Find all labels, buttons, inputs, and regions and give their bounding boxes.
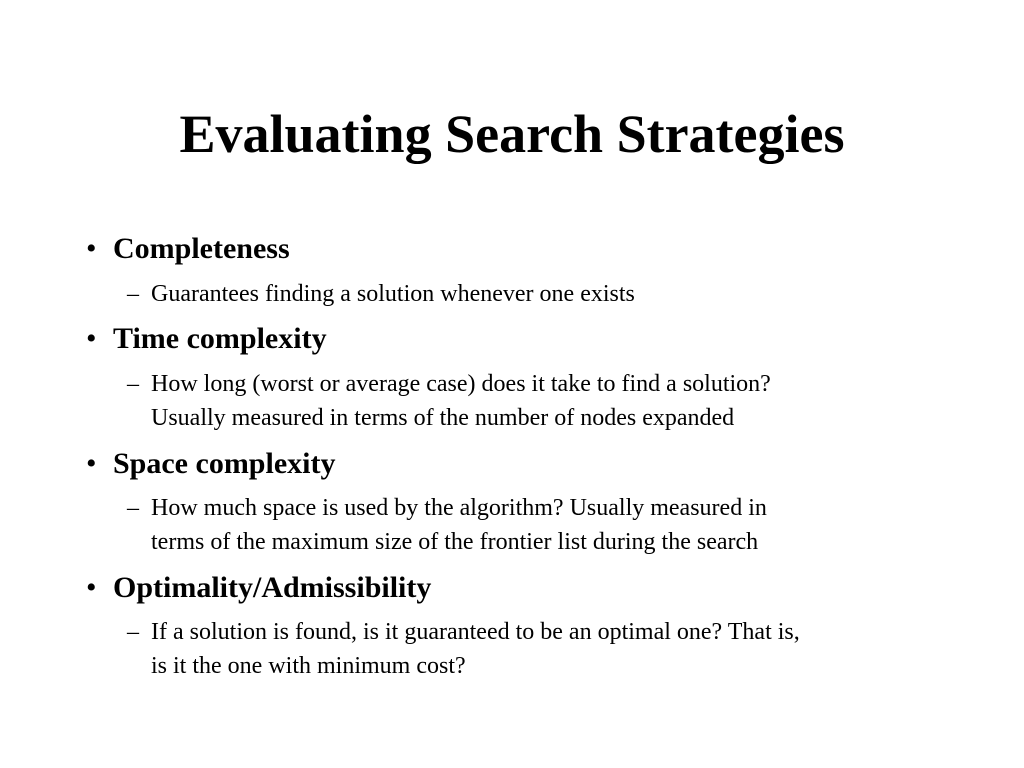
dash-icon: – <box>127 281 139 307</box>
bullet-dot-icon: • <box>86 232 97 265</box>
slide-title: Evaluating Search Strategies <box>179 104 845 164</box>
bullet-label: Completeness <box>113 232 290 265</box>
sub-bullet-line: How much space is used by the algorithm? Usually measured in <box>151 495 767 521</box>
bullet-dot-icon: • <box>86 322 97 355</box>
sub-bullet-line: If a solution is found, is it guaranteed to be an optimal one? That is, <box>151 619 800 645</box>
bullet-optimality <box>86 570 431 606</box>
sub-bullet-completeness <box>127 277 635 311</box>
bullet-completeness <box>86 231 290 267</box>
dash-icon: – <box>127 495 139 521</box>
sub-bullet-line: is it the one with minimum cost? <box>151 653 466 679</box>
bullet-label: Space complexity <box>113 447 336 480</box>
sub-bullet-time-complexity <box>127 367 771 435</box>
bullet-label: Optimality/Admissibility <box>113 571 432 604</box>
dash-icon: – <box>127 619 139 645</box>
sub-bullet-line: Guarantees finding a solution whenever one exists <box>151 281 635 307</box>
bullet-time-complexity <box>86 321 327 357</box>
dash-icon: – <box>127 371 139 397</box>
bullet-label: Time complexity <box>113 322 327 355</box>
bullet-dot-icon: • <box>86 571 97 604</box>
bullet-dot-icon: • <box>86 447 97 480</box>
sub-bullet-line: terms of the maximum size of the frontier list during the search <box>151 529 759 555</box>
sub-bullet-line: Usually measured in terms of the number of nodes expanded <box>151 405 735 431</box>
sub-bullet-line: How long (worst or average case) does it take to find a solution? <box>151 371 771 397</box>
bullet-space-complexity <box>86 446 335 482</box>
sub-bullet-space-complexity <box>127 491 767 559</box>
sub-bullet-optimality <box>127 615 800 683</box>
